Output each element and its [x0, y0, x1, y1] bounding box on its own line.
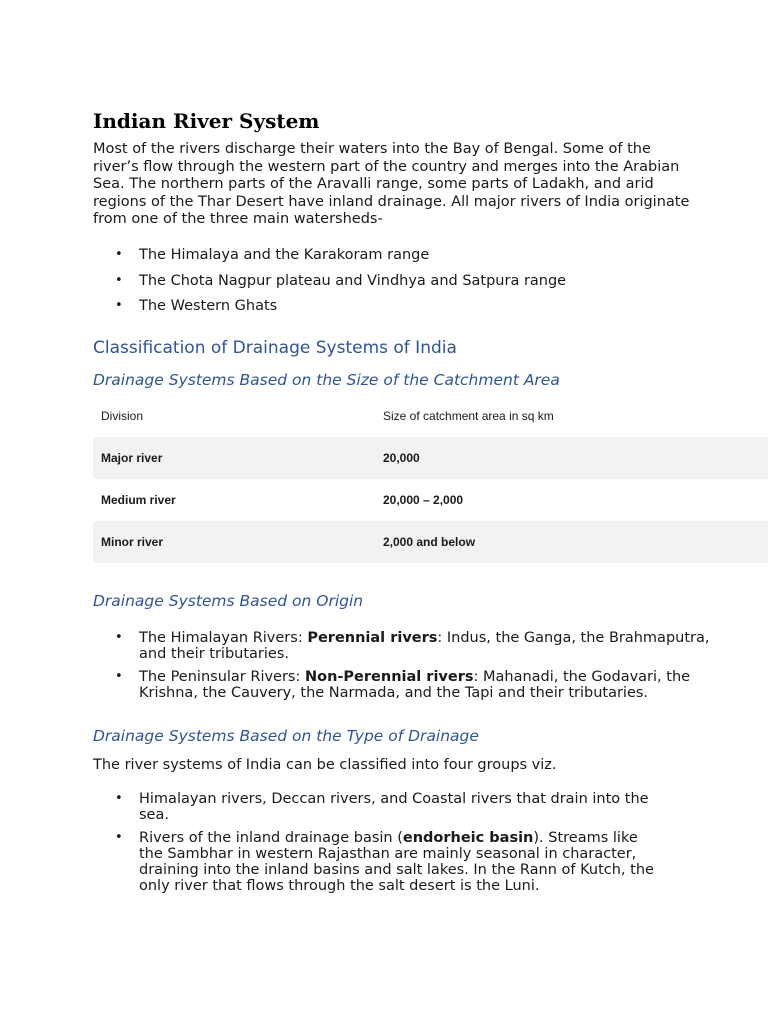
drainage-type-heading: Drainage Systems Based on the Type of Drainage [93, 727, 479, 745]
origin-heading: Drainage Systems Based on Origin [93, 592, 364, 610]
bullet-icon: • [115, 272, 123, 288]
origin-list [93, 630, 768, 708]
list-item: • The Himalayan Rivers: Perennial rivers: Indus, the Ganga, the Brahmaputra, and their tributaries. [115, 630, 710, 662]
list-item: • Himalayan rivers, Deccan rivers, and Coastal rivers that drain into the sea. [115, 791, 649, 823]
table-row [93, 437, 768, 479]
table-cell: 2,000 and below [375, 521, 768, 563]
list-item: • The Himalaya and the Karakoram range [115, 247, 430, 263]
table-cell: Medium river [101, 493, 176, 507]
bullet-icon: • [115, 669, 123, 684]
table-row [93, 521, 768, 563]
classification-heading: Classification of Drainage Systems of India [93, 338, 457, 358]
bullet-icon: • [115, 298, 123, 313]
bullet-icon: • [115, 247, 123, 262]
table-row [93, 479, 768, 521]
table-header-row [93, 395, 768, 437]
intro-paragraph: Most of the rivers discharge their waters into the Bay of Bengal. Some of the river’s flow through the western part of the country and merges into the Arabian Sea. The northern parts of the Aravalli range, some parts of Ladakh, and arid regions of the Thar Desert have inland drainage. All major rivers of India originate from one of the three main watersheds- [93, 141, 690, 227]
list-item: • The Peninsular Rivers: Non-Perennial rivers: Mahanadi, the Godavari, the Krishna, the Cauvery, the Narmada, and the Tapi and their tributaries. [115, 669, 691, 701]
bullet-icon: • [115, 630, 123, 645]
table-cell: 20,000 – 2,000 [383, 493, 464, 507]
catchment-table [93, 395, 768, 563]
drainage-type-list [93, 791, 768, 901]
bullet-icon: • [115, 830, 123, 845]
table-header-cell: Size of catchment area in sq km [383, 409, 554, 423]
list-item: • Rivers of the inland drainage basin (endorheic basin). Streams like the Sambhar in western Rajasthan are mainly seasonal in character, draining into the inland basins and salt lakes. In the Rann of Kutch, the only river that flows through the salt desert is the Luni. [115, 830, 654, 894]
table-cell: Minor river [93, 521, 375, 563]
table-cell: Major river [93, 437, 375, 479]
drainage-type-text: The river systems of India can be classified into four groups viz. [93, 757, 557, 773]
list-item: • The Western Ghats [115, 298, 278, 314]
list-item: • The Chota Nagpur plateau and Vindhya and Satpura range [115, 272, 567, 289]
table-cell: 20,000 [375, 437, 768, 479]
watersheds-list [93, 245, 566, 322]
bullet-icon: • [115, 791, 123, 806]
page-title: Indian River System [93, 109, 320, 133]
catchment-heading: Drainage Systems Based on the Size of the Catchment Area [93, 371, 560, 389]
table-header-cell: Division [101, 409, 144, 423]
